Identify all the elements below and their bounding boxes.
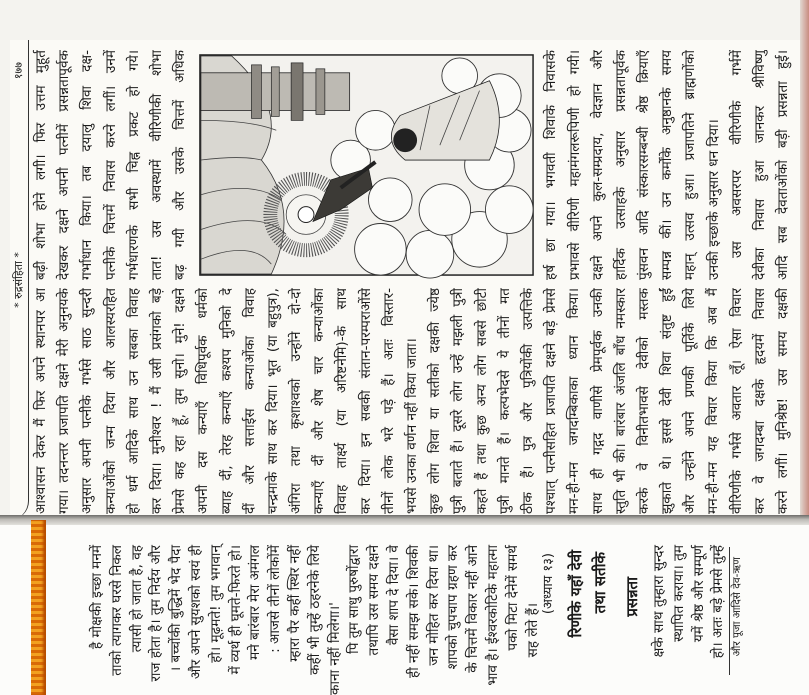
text-line: अंगिरा तथा कृशाश्वको उन्होंने दो-दो — [288, 288, 305, 514]
text-line: उस अवसरपर वीरिणीके गर्भमें — [728, 50, 745, 258]
text-line: हो। मूढ़मते! तुम भगवान् — [207, 545, 224, 663]
text-line: और अपने सुयशको स्वयं ही — [188, 545, 204, 680]
text-line: काना नहीं मिलेगा।' — [326, 602, 343, 695]
text-line: आदि सब देवताओंको बड़ी प्रसन्नता हुई। — [775, 50, 792, 280]
text-line: बढ़ी शोभा होने लगी। फिर उत्तम मुहूर्त — [33, 50, 49, 280]
text-line: गया। तदनन्तर प्रजापति दक्षने मेरी अनुनयके — [56, 288, 73, 514]
text-line: तात! उस अवस्थामें वीरिणीकी शोभा — [148, 50, 165, 280]
text-line: दीं और सत्ताईस कन्याओंका विवाह — [241, 288, 258, 514]
text-line: स्थापित कराया। तुम — [670, 545, 687, 642]
text-line: स्तुति भी की। बारंबार अंजलि बाँध नमस्कार — [612, 288, 629, 514]
text-line: देवीका निवास हुआ जानकर श्रीविष्णु — [752, 50, 768, 280]
text-line: महान् उत्सव हुआ। प्रजापतिने ब्राह्मणोंको — [682, 50, 699, 280]
text-line: गर्भाधान किया। तब दयालु शिवा दक्ष- — [79, 50, 96, 280]
text-line: कर वे जगदम्बा दक्षके हृदयमें निवास — [751, 288, 768, 514]
text-line: पुंसवन आदि संस्कारसम्बन्धी श्रेष्ठ क्रियाएँ — [636, 50, 653, 280]
text-line: पि तुम साधु पुरुषोंद्वारा — [346, 545, 363, 654]
text-line: उनकी इच्छाके अनुसार धन दिया। — [705, 119, 722, 280]
text-line: हर्ष छा गया। भगवती शिवाके निवासके — [543, 50, 560, 280]
text-line: पुत्री बताते हैं। दूसरे लोग उन्हें मझली पुत्री — [450, 288, 467, 514]
text-line: भाव है। ईश्वरकोटिके महात्मा — [485, 545, 501, 686]
text-line: तीनों लोक भरे पड़े हैं। अतः विस्तार- — [380, 288, 397, 514]
text-line: कहते हैं तथा कुछ अन्य लोग सबसे छोटी — [473, 288, 490, 514]
chapter-heading-line: प्रसन्नता — [623, 577, 641, 617]
text-line: पत्नीके चित्तमें निवास करने लगीं। उनमें — [102, 50, 119, 280]
text-line: प्रेमसे कह रहा हूँ, तुम सुनो। मुने! दक्षने — [172, 288, 189, 514]
text-line: शापको चुपचाप ग्रहण कर — [445, 545, 462, 670]
text-line: बढ़ गयी और उसके चित्तमें अधिक — [172, 50, 189, 280]
text-line: झुकाते थे। इससे देवी शिवा संतुष्ट हुईं — [659, 288, 676, 514]
text-line: पश्चात् पत्नीसहित प्रजापति दक्षने बड़े प्रेमसे — [543, 288, 560, 514]
text-line: गर्भधारणके सभी चिह्न प्रकट हो गये। — [125, 50, 142, 280]
text-line: ताको त्यागकर घरसे निकल — [108, 545, 125, 676]
text-line: देखकर दक्षने अपनी पत्नीमें प्रसन्नतापूर्वक — [56, 50, 73, 280]
text-line: तथापि उस समय दक्षने — [366, 545, 383, 656]
right-page — [10, 40, 800, 520]
text-line: चन्द्रमाके साथ कर दिया। भूत (या बहुपुत्र), — [264, 288, 281, 514]
text-line: हार्दिक उत्साहके अनुसार प्रसन्नतापूर्वक — [612, 50, 629, 280]
text-line: । बच्चोंकी बुद्धिमें भेद पैदा — [168, 545, 185, 672]
text-line: कन्याएँ दीं और शेष चार कन्याओंका — [311, 288, 328, 514]
text-line: में व्यर्थ ही घूमते-फिरते हो। — [227, 545, 244, 675]
text-line: यमें श्रेष्ठ और सम्पूर्ण — [690, 545, 707, 643]
footnote: और पूजा आदिसे देव-ऋण — [731, 557, 743, 657]
right-column-bottom-text — [540, 50, 795, 280]
text-line: के चित्तमें विकार नहीं आने — [465, 545, 482, 673]
text-line: करने लगीं। मुनिश्रेष्ठ! उस समय दक्षकी — [775, 288, 791, 514]
text-line: मन-ही-मन यह विचार किया कि अब मैं — [705, 288, 722, 514]
text-line: सम्पन्न कीं। उन कर्मोंके अनुष्ठानके समय — [659, 50, 676, 280]
text-line: और उन्होंने अपने प्रणकी पूर्तिके लिये — [682, 288, 699, 514]
text-line: प्रभावसे वीरिणी महामंगलरूपिणी हो गयी। — [566, 50, 583, 280]
text-line: करके वे विनीतभावसे देवीको मस्तक — [635, 288, 652, 514]
text-line: क्षके साथ तुम्हारा सुन्दर — [651, 545, 667, 658]
text-line: जन मोहित कर दिया था। — [425, 545, 442, 666]
text-line: साथ ही गद्गद वाणीसे प्रेमपूर्वक उनकी — [589, 288, 606, 514]
text-line: कर दिया। इन सबकी संतान-परम्पराओंसे — [357, 288, 374, 514]
text-line: विवाह तार्क्ष्य (या अरिष्टनेमि)-के साथ — [334, 288, 351, 514]
header-title: * रुद्रसंहिता * — [12, 252, 25, 308]
left-text-column — [30, 288, 795, 514]
text-line: है मोक्षकी इच्छा मनमें — [89, 545, 105, 650]
text-line: पुत्री मानते हैं। कल्पभेदसे ये तीनों मत — [496, 288, 513, 514]
right-text-column — [30, 50, 795, 280]
text-line: हो धर्म आदिके साथ उन सबका विवाह — [125, 288, 142, 514]
text-line: अपनी दस कन्याएँ विधिपूर्वक धर्मको — [195, 288, 212, 514]
text-line: मने बारंबार मेरा अमंगल — [247, 545, 264, 660]
text-line: राज होता है। तुम निर्दय और — [148, 545, 165, 682]
text-line: अनुसार अपनी पत्नीके गर्भसे साठ सुन्दरी — [79, 288, 96, 514]
text-line: त्यासी हो जाता है, वह — [128, 545, 145, 653]
bookmark-ribbon — [31, 520, 46, 695]
text-line: भयसे उनका वर्णन नहीं किया जाता। — [404, 338, 420, 514]
text-line: सह लेते हैं। — [524, 603, 541, 658]
text-line: कुछ लोग शिवा या सतीको दक्षकी ज्येष्ठ — [427, 288, 444, 514]
chapter-heading-line: तथा सतीके — [591, 552, 609, 614]
text-line: आश्वासन देकर मैं फिर अपने स्थानपर आ — [33, 288, 49, 514]
left-page — [0, 525, 809, 695]
text-line: पको मिटा देनेमें समर्थ — [504, 545, 521, 651]
text-line: दक्षने अपने कुल-सम्प्रदाय, वेदज्ञान और — [589, 50, 606, 280]
text-line: ब्याह दीं, तेरह कन्याएँ कश्यप मुनिको दे — [218, 288, 235, 514]
text-line: वीरिणीके गर्भसे अवतार लूँ। ऐसा विचार — [728, 288, 745, 514]
text-line: कहीं भी तुम्हें ठहरनेके लिये — [306, 545, 323, 675]
text-line: हो। अतः बड़े प्रेमसे तुम्हें — [710, 545, 727, 659]
illustration-drawing — [192, 50, 540, 280]
text-line: कर दिया। मुनीश्वर ! मैं उसी प्रसंगको बड़े — [148, 288, 165, 514]
running-header — [10, 40, 29, 520]
right-column-top-text — [30, 50, 192, 280]
page-edges — [800, 0, 809, 520]
text-line: मन-ही-मन जगदम्बिकाका ध्यान किया। — [566, 288, 583, 514]
chapter-number: (अध्याय १३) — [541, 553, 556, 615]
text-line: ठीक हैं। पुत्र और पुत्रियोंकी उत्पत्तिके — [519, 288, 536, 514]
text-line: म्हारा पैर कहीं स्थिर नहीं — [287, 545, 303, 662]
page-number: १७७ — [12, 62, 25, 80]
text-line: : आजसे तीनों लोकोंमें — [267, 545, 284, 653]
text-line: ही नहीं समझ सके। शिवकी — [405, 545, 422, 678]
chapter-heading-line: रिणीके यहाँ देवी — [567, 550, 585, 638]
text-line: कन्याओंको जन्म दिया और आलस्यरहित — [102, 288, 119, 514]
illustration — [192, 50, 540, 280]
text-line: वैसा शाप दे दिया। वे — [386, 545, 402, 646]
